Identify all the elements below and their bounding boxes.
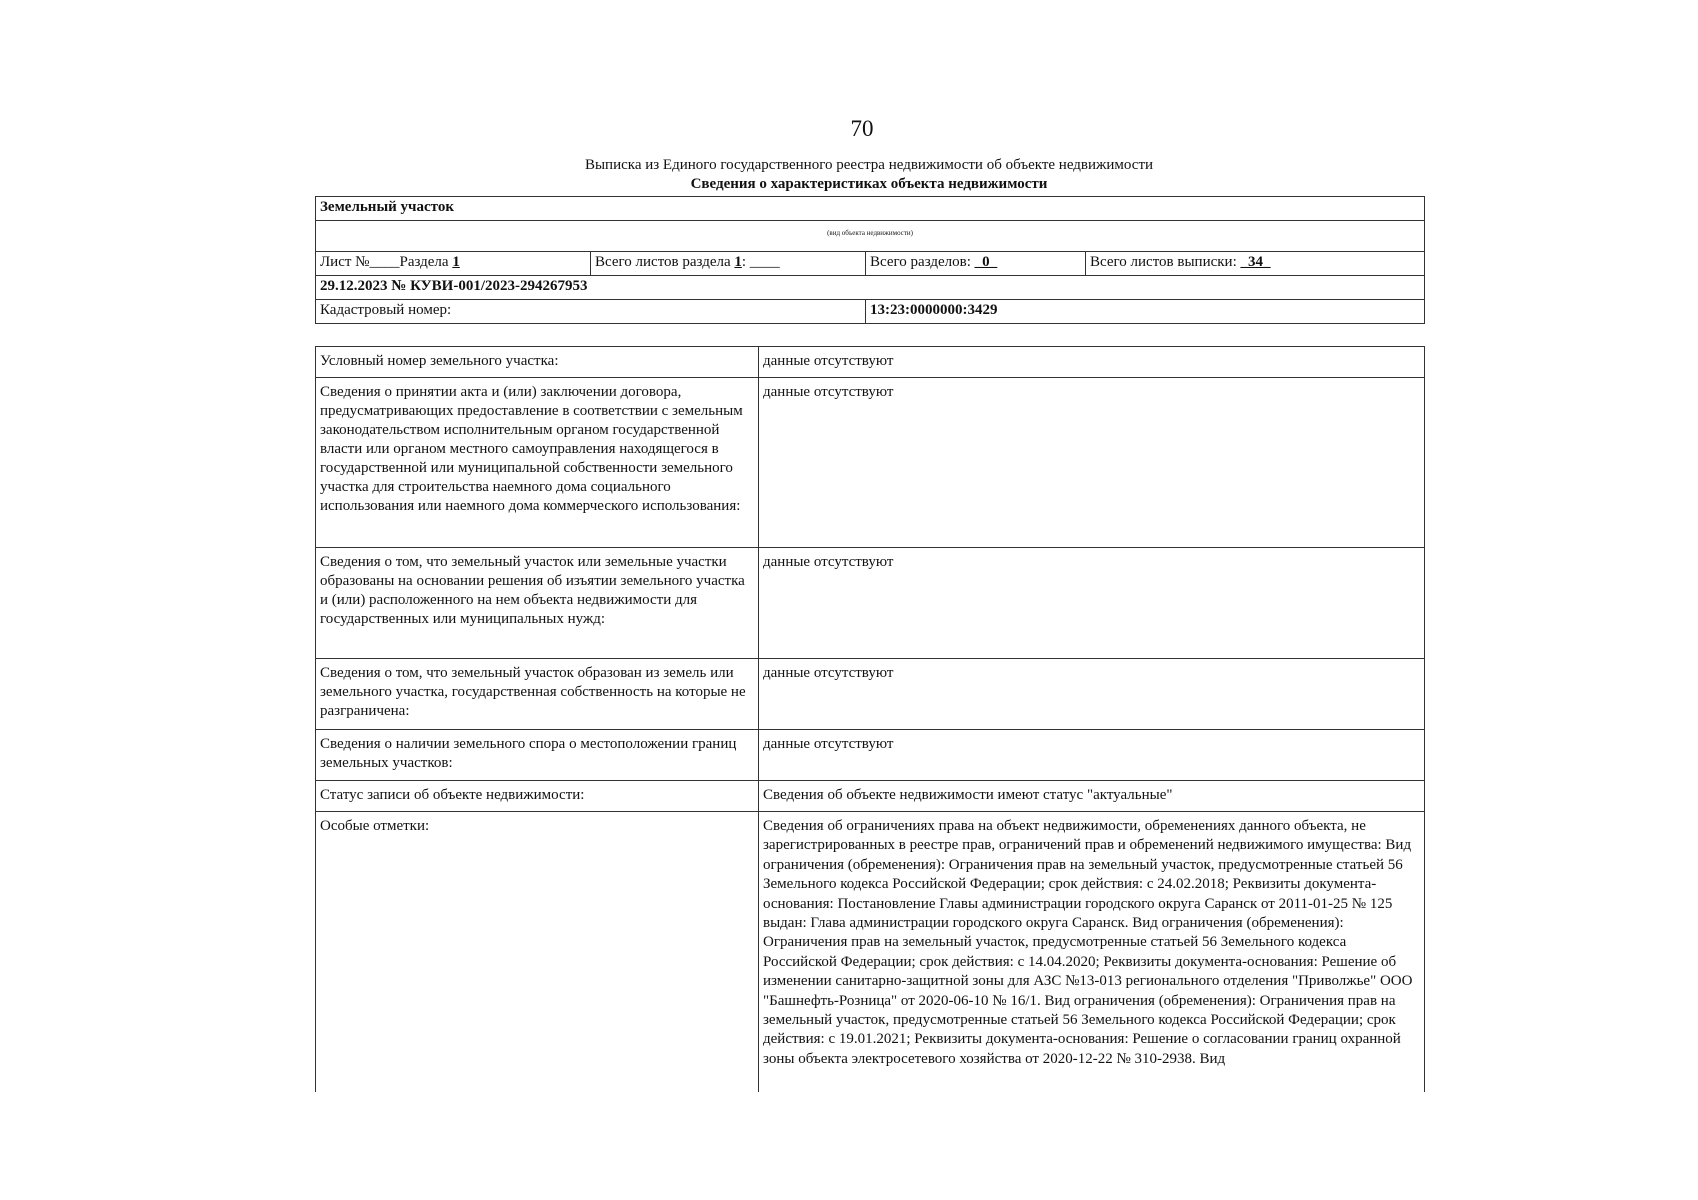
object-type: Земельный участок (316, 197, 1425, 221)
row-value: данные отсутствуют (759, 730, 1425, 781)
total-sections-value: _0_ (974, 254, 998, 270)
row-label: Условный номер земельного участка: (316, 347, 759, 378)
row-value: Сведения об объекте недвижимости имеют статус "актуальные" (759, 781, 1425, 812)
total-sheets-section-blank: : ____ (741, 254, 780, 270)
row-value: данные отсутствуют (759, 548, 1425, 659)
total-sections-label: Всего разделов: (870, 254, 975, 270)
table-row (316, 659, 1425, 730)
document-title: Выписка из Единого государственного реестра недвижимости об объекте недвижимости (584, 157, 1154, 173)
table-row (316, 378, 1425, 548)
special-notes-value: Сведения об ограничениях права на объект недвижимости, обременениях данного объекта, не зарегистрированных в реестре прав, ограничений прав и обременений недвижимого имущества: Вид ограничения (обременения): Ограничения прав на земельный участок, предусмотренные статьей 56 Земельного кодекса Российской Федерации; срок действия: с 24.02.2018; Реквизиты документа-основания: Постановление Главы администрации городского округа Саранск от 2011-01-25 № 125 выдан: Глава администрации городского округа Саранск. Вид ограничения (обременения): Ограничения прав на земельный участок, предусмотренные статьей 56 Земельного кодекса Российской Федерации; срок действия: с 14.04.2020; Реквизиты документа-основания: Решение об изменении санитарно-защитной зоны для АЗС №13-013 регионального отделения "Приволжье" ООО "Башнефть-Розница" от 2020-06-10 № 16/1. Вид ограничения (обременения): Ограничения прав на земельный участок, предусмотренные статьей 56 Земельного кодекса Российской Федерации; срок действия: с 19.01.2021; Реквизиты документа-основания: Решение о согласовании границ охранной зоны объекта электросетевого хозяйства от 2020-12-22 № 310-2938. Вид (759, 812, 1425, 1093)
date-number: 29.12.2023 № КУВИ-001/2023-294267953 (316, 276, 1425, 300)
sheet-number-cell (316, 252, 591, 276)
date-number-row (316, 276, 1425, 300)
characteristics-table (315, 346, 1425, 1092)
total-sheets-section-label: Всего листов раздела (595, 254, 735, 270)
row-label: Сведения о принятии акта и (или) заключении договора, предусматривающих предоставление в соответствии с земельным законодательством исполнительным органом государственной власти или органом местного самоуправления находящегося в государственной или муниципальной собственности земельного участка для строительства наемного дома социального использования или наемного дома коммерческого использования: (316, 378, 759, 548)
table-row (316, 548, 1425, 659)
total-sheets-section-value: 1 (734, 254, 742, 270)
sheet-info-row (316, 252, 1425, 276)
row-label: Статус записи об объекте недвижимости: (316, 781, 759, 812)
row-label: Сведения о наличии земельного спора о местоположении границ земельных участков: (316, 730, 759, 781)
total-sections-cell (866, 252, 1086, 276)
section-label: Раздела (399, 254, 453, 270)
object-type-note-row (316, 221, 1425, 252)
page-number: 70 (850, 116, 874, 141)
row-label: Особые отметки: (316, 812, 759, 1093)
table-row (316, 812, 1425, 1093)
document-subtitle: Сведения о характеристиках объекта недвижимости (690, 176, 1048, 192)
total-sheets-extract-cell (1086, 252, 1425, 276)
table-row (316, 781, 1425, 812)
row-value: данные отсутствуют (759, 347, 1425, 378)
table-row (316, 730, 1425, 781)
cadastral-label: Кадастровый номер: (316, 300, 866, 324)
total-sheets-extract-value: _34_ (1240, 254, 1271, 270)
row-label: Сведения о том, что земельный участок или земельные участки образованы на основании решения об изъятии земельного участка и (или) расположенного на нем объекта недвижимости для государственных или муниципальных нужд: (316, 548, 759, 659)
object-type-row (316, 197, 1425, 221)
table-row (316, 347, 1425, 378)
row-value: данные отсутствуют (759, 659, 1425, 730)
section-value: 1 (452, 254, 460, 270)
row-value: данные отсутствуют (759, 378, 1425, 548)
cadastral-value: 13:23:0000000:3429 (866, 300, 1425, 324)
total-sheets-extract-label: Всего листов выписки: (1090, 254, 1241, 270)
cadastral-row (316, 300, 1425, 324)
sheet-blank: ____ (369, 254, 400, 270)
sheet-label: Лист № (320, 254, 370, 270)
object-type-note: (вид объекта недвижимости) (316, 221, 1425, 252)
row-label: Сведения о том, что земельный участок образован из земель или земельного участка, государственная собственность на которые не разграничена: (316, 659, 759, 730)
total-sheets-section-cell (591, 252, 866, 276)
header-table (315, 196, 1425, 324)
